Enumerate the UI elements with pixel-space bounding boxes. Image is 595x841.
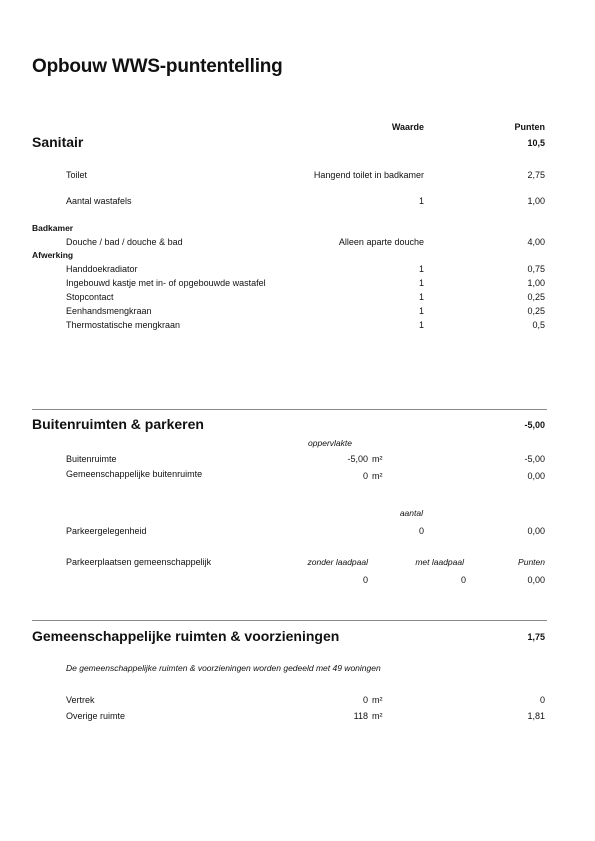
- wastafels-label: Aantal wastafels: [66, 196, 132, 206]
- kastje-waarde: 1: [418, 278, 424, 288]
- buitenruimten-total: -5,00: [524, 420, 545, 430]
- eenhandsmengkraan-punten: 0,25: [527, 306, 545, 316]
- thermostatische-mengkraan-label: Thermostatische mengkraan: [66, 320, 181, 330]
- parkeergelegenheid-waarde: 0: [418, 526, 424, 536]
- thermostatische-mengkraan-punten: 0,5: [532, 320, 545, 330]
- thermostatische-mengkraan-waarde: 1: [418, 320, 424, 330]
- stopcontact-label: Stopcontact: [66, 292, 114, 302]
- buitenruimte-unit: m²: [372, 454, 383, 464]
- page-title: Opbouw WWS-puntentelling: [32, 56, 283, 77]
- gemeenschappelijke-buitenruimte-punten: 0,00: [527, 471, 545, 481]
- parkeergelegenheid-punten: 0,00: [527, 526, 545, 536]
- gemeenschappelijke-buitenruimte-unit: m²: [372, 471, 383, 481]
- gedeeld-note: De gemeenschappelijke ruimten & voorzieningen worden gedeeld met 49 woningen: [66, 663, 381, 673]
- handdoekradiator-waarde: 1: [418, 264, 424, 274]
- stopcontact-punten: 0,25: [527, 292, 545, 302]
- section-divider: [32, 409, 547, 410]
- douche-bad-punten: 4,00: [527, 237, 545, 247]
- zonder-laadpaal-header: zonder laadpaal: [307, 557, 368, 567]
- kastje-label: Ingebouwd kastje met in- of opgebouwde wastafel: [66, 278, 266, 288]
- parkeerplaatsen-gemeenschappelijk-punten: 0,00: [527, 575, 545, 585]
- handdoekradiator-label: Handdoekradiator: [66, 264, 138, 274]
- zonder-laadpaal-value: 0: [362, 575, 368, 585]
- met-laadpaal-header: met laadpaal: [415, 557, 464, 567]
- met-laadpaal-value: 0: [460, 575, 466, 585]
- wastafels-punten: 1,00: [527, 196, 545, 206]
- gemeenschappelijke-ruimten-title: Gemeenschappelijke ruimten & voorzieningen: [32, 628, 340, 644]
- wastafels-waarde: 1: [418, 196, 424, 206]
- gemeenschappelijke-ruimten-total: 1,75: [527, 632, 545, 642]
- sanitair-title: Sanitair: [32, 134, 84, 150]
- overige-ruimte-punten: 1,81: [527, 711, 545, 721]
- overige-ruimte-label: Overige ruimte: [66, 711, 126, 721]
- punten-subheader: Punten: [518, 557, 545, 567]
- vertrek-punten: 0: [539, 695, 545, 705]
- parkeergelegenheid-label: Parkeergelegenheid: [66, 526, 147, 536]
- parkeerplaatsen-gemeenschappelijk-label: Parkeerplaatsen gemeenschappelijk: [66, 557, 212, 567]
- buitenruimte-punten: -5,00: [524, 454, 545, 464]
- toilet-waarde: Hangend toilet in badkamer: [313, 170, 424, 180]
- vertrek-unit: m²: [372, 695, 383, 705]
- toilet-punten: 2,75: [527, 170, 545, 180]
- waarde-column-header: Waarde: [391, 122, 424, 132]
- toilet-label: Toilet: [66, 170, 88, 180]
- buitenruimte-label: Buitenruimte: [66, 454, 117, 464]
- buitenruimten-title: Buitenruimten & parkeren: [32, 416, 204, 432]
- sanitair-total: 10,5: [527, 138, 545, 148]
- afwerking-subheading: Afwerking: [32, 250, 74, 260]
- buitenruimte-waarde: -5,00: [347, 454, 368, 464]
- eenhandsmengkraan-label: Eenhandsmengkraan: [66, 306, 152, 316]
- section-divider: [32, 620, 547, 621]
- badkamer-subheading: Badkamer: [32, 223, 74, 233]
- kastje-punten: 1,00: [527, 278, 545, 288]
- douche-bad-waarde: Alleen aparte douche: [338, 237, 424, 247]
- stopcontact-waarde: 1: [418, 292, 424, 302]
- overige-ruimte-waarde: 118: [353, 711, 368, 721]
- gemeenschappelijke-buitenruimte-label: Gemeenschappelijke buitenruimte: [66, 469, 203, 479]
- aantal-header: aantal: [399, 508, 423, 518]
- vertrek-waarde: 0: [362, 695, 368, 705]
- eenhandsmengkraan-waarde: 1: [418, 306, 424, 316]
- handdoekradiator-punten: 0,75: [527, 264, 545, 274]
- gemeenschappelijke-buitenruimte-waarde: 0: [362, 471, 368, 481]
- overige-ruimte-unit: m²: [372, 711, 383, 721]
- punten-column-header: Punten: [514, 122, 545, 132]
- douche-bad-label: Douche / bad / douche & bad: [66, 237, 183, 247]
- vertrek-label: Vertrek: [66, 695, 95, 705]
- oppervlakte-header: oppervlakte: [308, 438, 352, 448]
